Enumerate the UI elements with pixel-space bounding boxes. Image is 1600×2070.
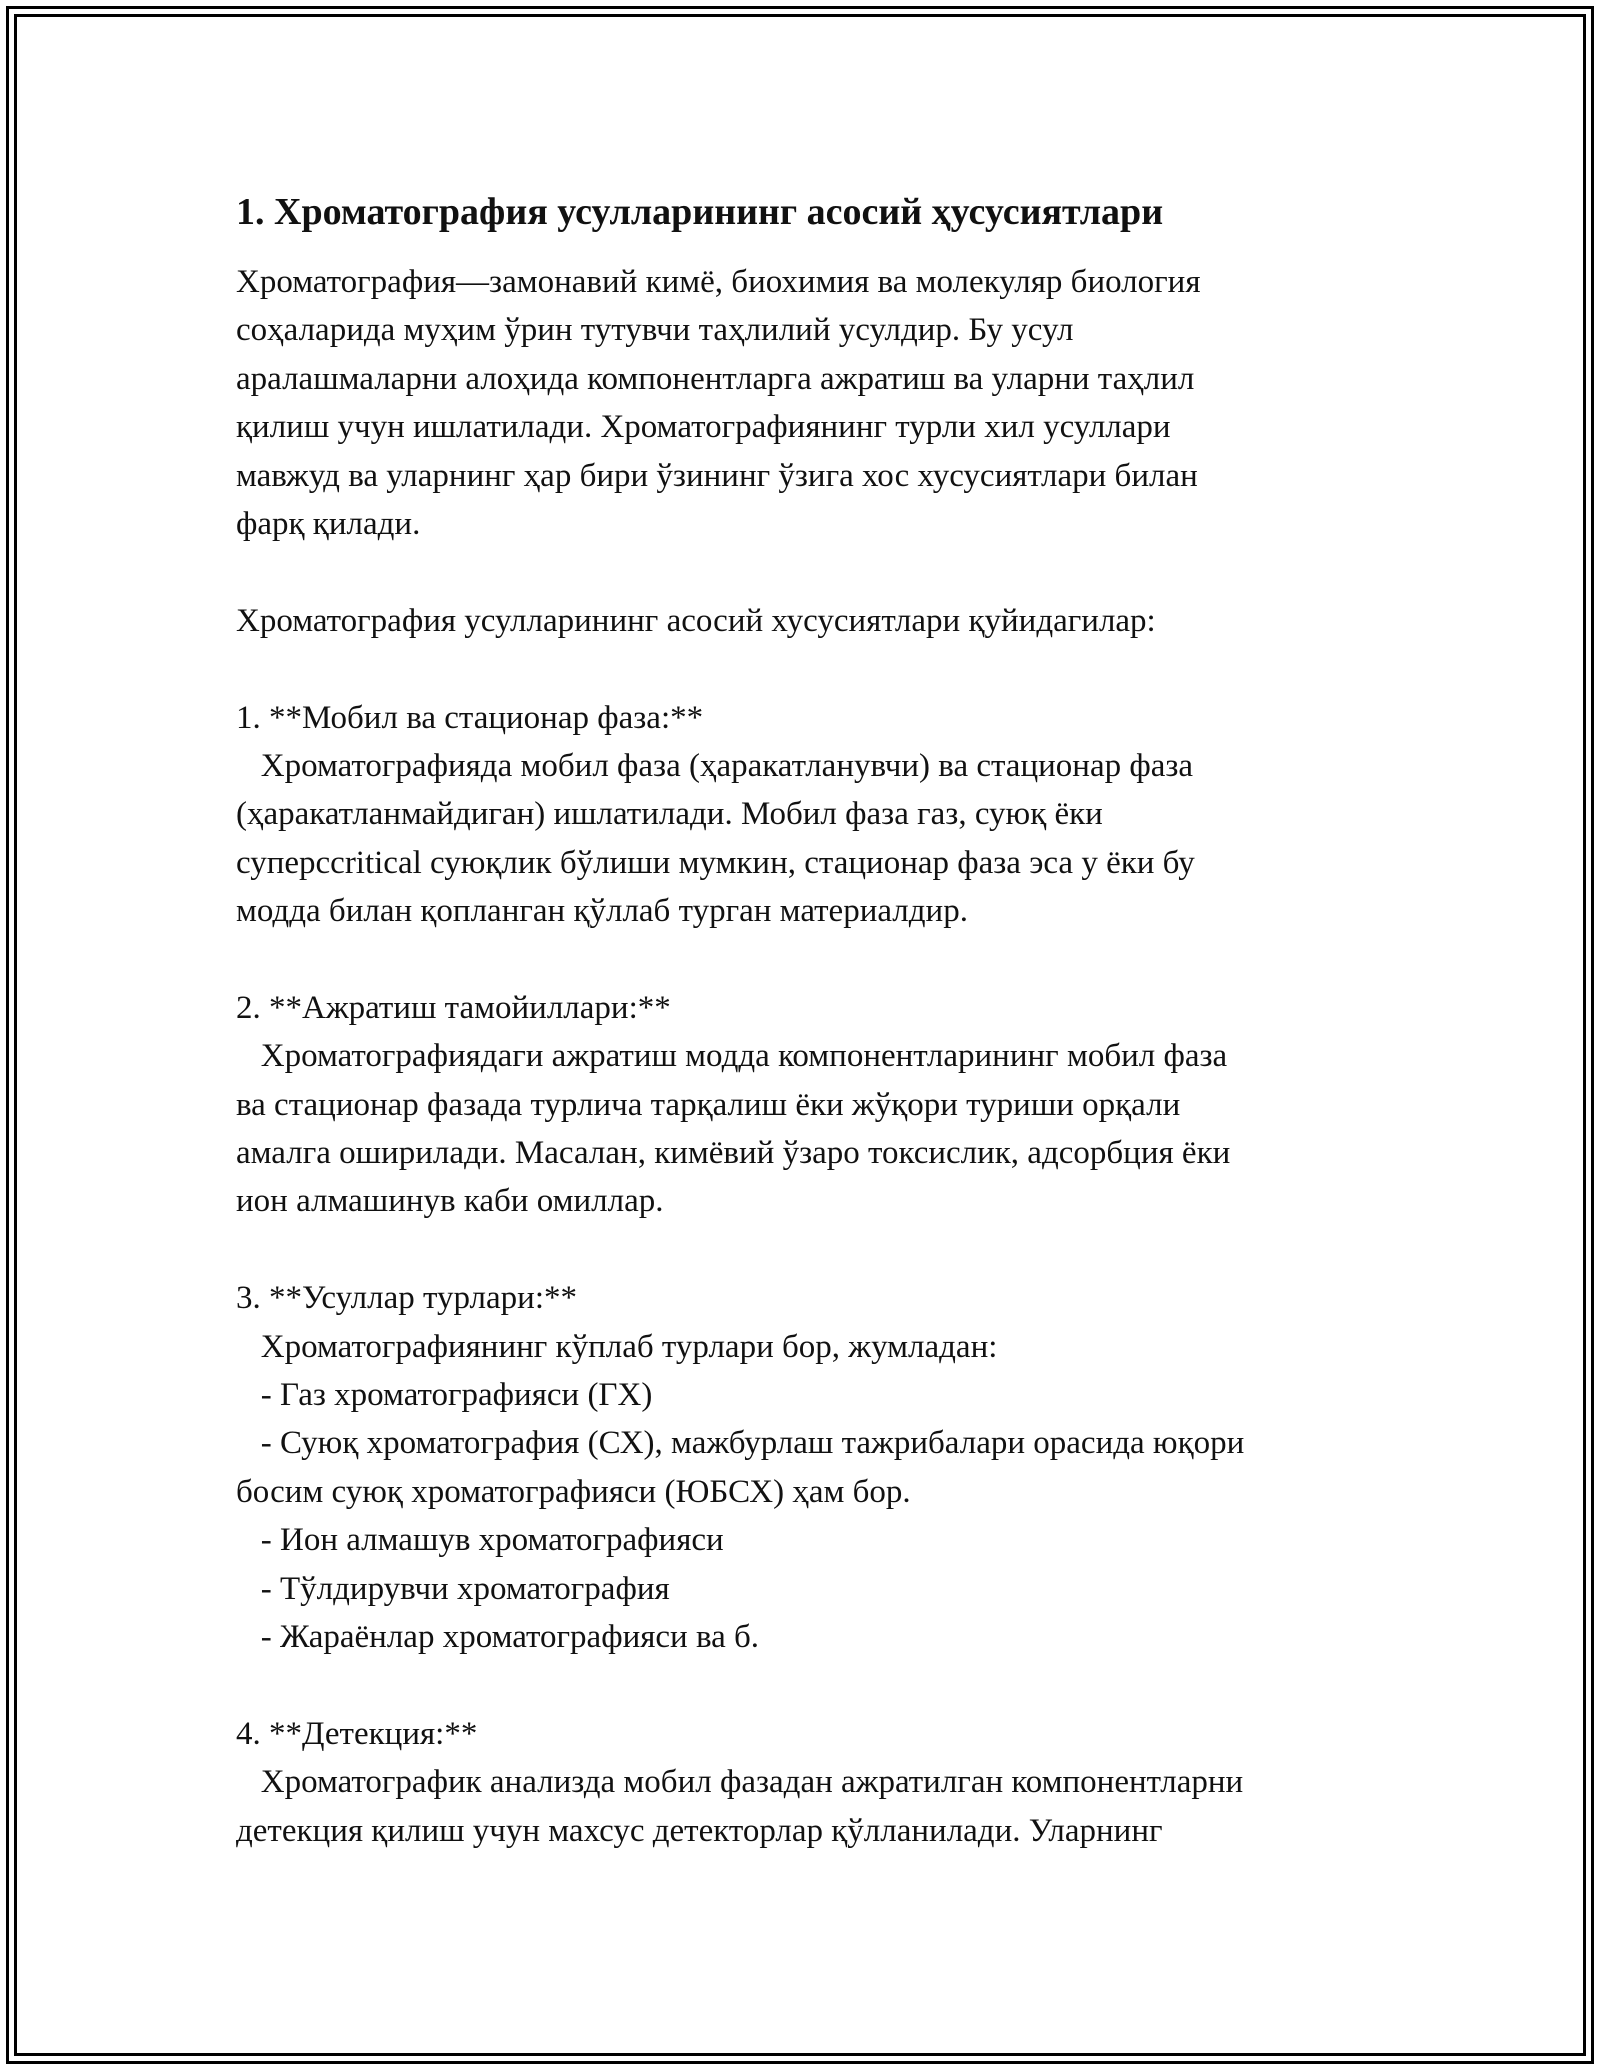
text-line: - Ион алмашув хроматографияси	[236, 1522, 724, 1559]
text-line: фарқ қилади.	[236, 505, 421, 542]
text-line: Хроматографиянинг кўплаб турлари бор, жумладан:	[236, 1328, 998, 1365]
text-line: ион алмашинув каби омиллар.	[236, 1183, 664, 1220]
document-text	[236, 258, 1396, 1855]
text-line: мавжуд ва уларнинг ҳар бири ўзининг ўзига хос хусусиятлари билан	[236, 457, 1198, 494]
text-line: 1. **Мобил ва стационар фаза:**	[236, 699, 704, 736]
text-line: 4. **Детекция:**	[236, 1715, 478, 1752]
text-line: 2. **Ажратиш тамойиллари:**	[236, 989, 671, 1026]
blank-line	[236, 645, 1396, 693]
blank-line	[236, 935, 1396, 983]
text-line: Хроматографиядаги ажратиш модда компонентларининг мобил фаза	[236, 1038, 1228, 1075]
text-line: Хроматографик анализда мобил фазадан ажратилган компонентларни	[236, 1764, 1244, 1801]
text-line: аралашмаларни алоҳида компонентларга ажратиш ва уларни таҳлил	[236, 360, 1195, 397]
text-line: босим суюқ хроматографияси (ЮБСХ) ҳам бор.	[236, 1473, 911, 1510]
section-heading: 1. Хроматография усулларининг асосий ҳусусиятлари	[236, 191, 1164, 233]
blank-line	[236, 1226, 1396, 1274]
text-line: (ҳаракатланмайдиган) ишлатилади. Мобил фаза газ, суюқ ёки	[236, 796, 1103, 833]
document-body	[236, 188, 1396, 1855]
text-line: - Жараёнлар хроматографияси ва б.	[236, 1618, 760, 1655]
blank-line	[236, 548, 1396, 596]
text-line: - Суюқ хроматография (СХ), мажбурлаш тажрибалари орасида юқори	[236, 1425, 1245, 1462]
text-line: детекция қилиш учун махсус детекторлар қўлланилади. Уларнинг	[236, 1812, 1163, 1849]
text-line: Хроматографияда мобил фаза (ҳаракатланувчи) ва стационар фаза	[236, 747, 1194, 784]
text-line: қилиш учун ишлатилади. Хроматографиянинг турли хил усуллари	[236, 409, 1171, 446]
text-line: - Газ хроматографияси (ГХ)	[236, 1376, 653, 1413]
text-line: амалга оширилади. Масалан, кимёвий ўзаро токсислик, адсорбция ёки	[236, 1135, 1231, 1172]
text-line: суперсcritical суюқлик бўлиши мумкин, стационар фаза эса у ёки бу	[236, 844, 1195, 881]
text-line: - Тўлдирувчи хроматография	[236, 1570, 670, 1607]
text-line: ва стационар фазада турлича тарқалиш ёки жўқори туриши орқали	[236, 1086, 1181, 1123]
text-line: модда билан қопланган қўллаб турган материалдир.	[236, 893, 968, 930]
text-line: 3. **Усуллар турлари:**	[236, 1280, 577, 1317]
text-line: Хроматография—замонавий кимё, биохимия ва молекуляр биология	[236, 264, 1201, 300]
text-line: Хроматография усулларининг асосий хусусиятлари қуйидагилар:	[236, 602, 1156, 639]
text-line: соҳаларида муҳим ўрин тутувчи таҳлилий усулдир. Бу усул	[236, 312, 1074, 349]
blank-line	[236, 1661, 1396, 1709]
